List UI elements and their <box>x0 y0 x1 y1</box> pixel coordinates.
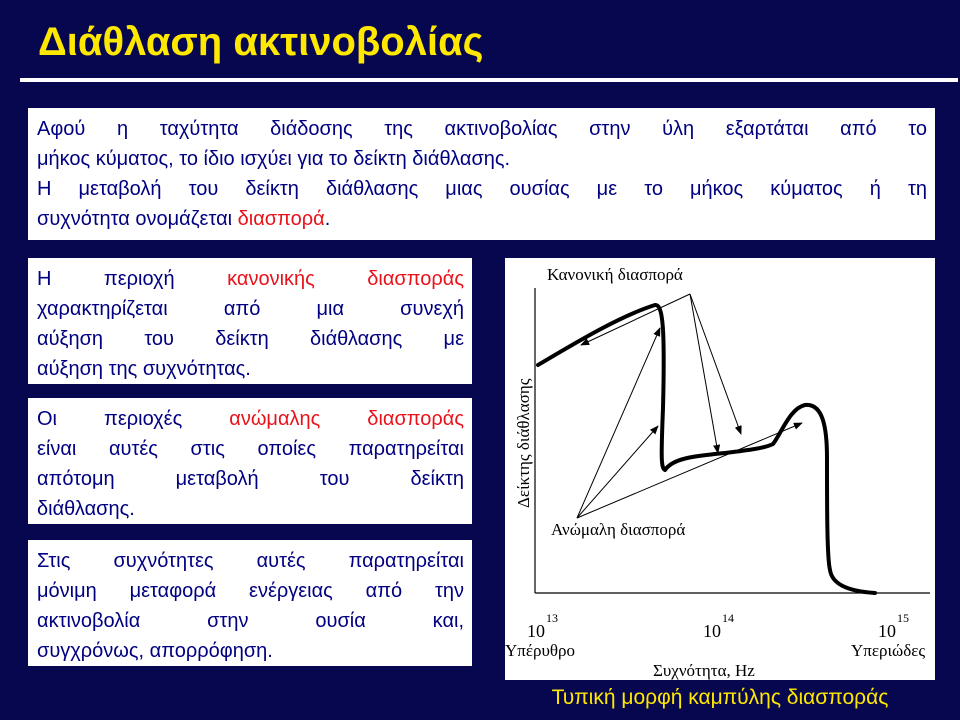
intro-text-box <box>28 108 935 240</box>
normal-line-3: αύξηση του δείκτη διάθλασης με <box>37 328 464 350</box>
dispersion-curve <box>538 305 875 593</box>
x-tick-1e13 <box>527 611 558 641</box>
x-axis-label: Συχνότητα, Hz <box>653 661 755 680</box>
intro-line-3: Η μεταβολή του δείκτη διάθλασης μιας ουσίας με το μήκος κύματος ή τη <box>37 178 927 200</box>
anomalous-arrow-2 <box>577 426 658 518</box>
intro-line-4-suffix: . <box>324 208 331 230</box>
dispersion-chart-svg <box>505 258 935 680</box>
dispersion-term: διασπορά <box>237 208 325 230</box>
slide-title: Διάθλαση ακτινοβολίας <box>38 20 484 64</box>
normal-dispersion-label: Κανονική διασπορά <box>547 265 683 284</box>
anomalous-line-2: είναι αυτές στις οποίες παρατηρείται <box>37 438 464 460</box>
anomalous-dispersion-box <box>28 398 472 524</box>
x-tick-1e14 <box>703 611 734 641</box>
x-tick-1e15 <box>878 611 909 641</box>
title-divider <box>20 78 958 82</box>
normal-dispersion-term: κανονικής διασποράς <box>227 268 464 290</box>
normal-line-1 <box>37 264 464 294</box>
absorption-box <box>28 540 472 666</box>
intro-line-2: μήκος κύματος, το ίδιο ισχύει για το δείκτη διάθλασης. <box>37 148 511 170</box>
normal-arrow-1 <box>581 294 690 345</box>
x-tick-1e15-base: 10 <box>878 621 896 641</box>
anomalous-line-3: απότομη μεταβολή του δείκτη <box>37 468 464 490</box>
anomalous-line-1-prefix: Οι περιοχές <box>37 408 230 430</box>
x-tick-1e14-exp: 14 <box>722 611 734 625</box>
x-tick-1e13-base: 10 <box>527 621 545 641</box>
x-tick-1e13-exp: 13 <box>546 611 558 625</box>
infrared-label: Υπέρυθρο <box>505 641 576 660</box>
anomalous-line-4: διάθλασης. <box>37 498 135 520</box>
anomalous-arrow-1 <box>577 328 660 518</box>
intro-line-4 <box>37 204 927 234</box>
x-tick-1e15-exp: 15 <box>897 611 909 625</box>
absorption-line-1: Στις συχνότητες αυτές παρατηρείται <box>37 550 464 572</box>
anomalous-arrow-3 <box>577 423 802 518</box>
normal-line-4: αύξηση της συχνότητας. <box>37 358 251 380</box>
normal-line-2: χαρακτηρίζεται από μια συνεχή <box>37 298 464 320</box>
anomalous-dispersion-term: ανώμαλης διασποράς <box>229 408 465 430</box>
absorption-line-3: ακτινοβολία στην ουσία και, <box>37 610 464 632</box>
intro-line-1: Αφού η ταχύτητα διάδοσης της ακτινοβολίας στην ύλη εξαρτάται από το <box>37 118 927 140</box>
absorption-line-2: μόνιμη μεταφορά ενέργειας από την <box>37 580 464 602</box>
normal-arrow-3 <box>690 294 741 434</box>
ultraviolet-label: Υπεριώδες <box>851 641 926 660</box>
x-tick-1e14-base: 10 <box>703 621 721 641</box>
y-axis-label: Δείκτης διάθλασης <box>514 378 533 508</box>
absorption-line-4: συγχρόνως, απορρόφηση. <box>37 640 273 662</box>
normal-arrow-2 <box>690 294 718 453</box>
anomalous-dispersion-label: Ανώμαλη διασπορά <box>551 520 686 539</box>
intro-line-4-prefix: συχνότητα ονομάζεται <box>37 208 238 230</box>
normal-line-1-prefix: Η περιοχή <box>37 268 228 290</box>
chart-caption: Τυπική μορφή καμπύλης διασποράς <box>551 686 889 709</box>
normal-dispersion-box <box>28 258 472 384</box>
anomalous-line-1 <box>37 404 464 434</box>
dispersion-chart <box>505 258 935 680</box>
